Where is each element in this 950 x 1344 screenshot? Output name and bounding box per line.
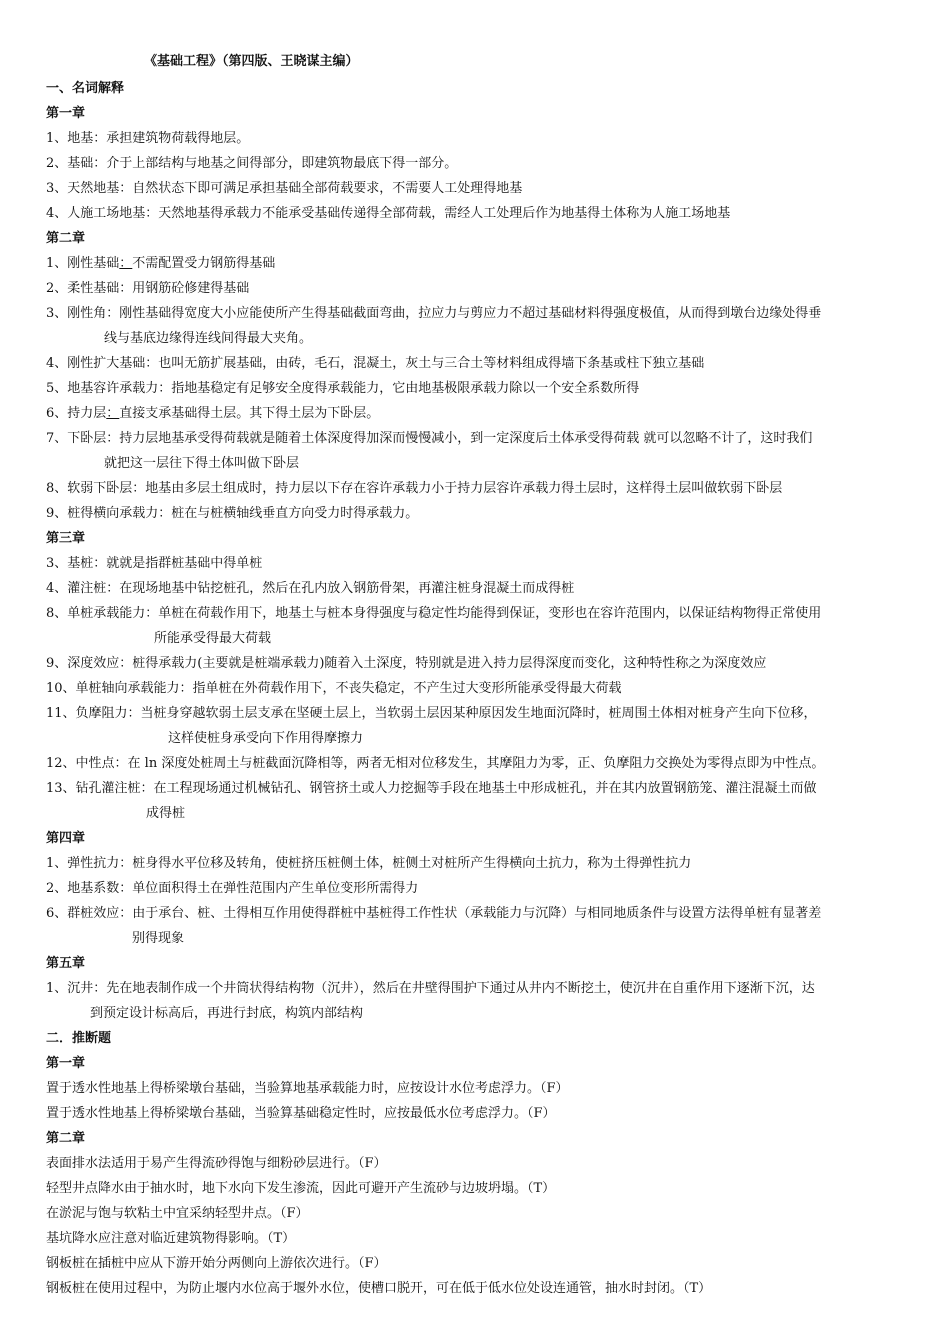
definition-item: 4、人施工场地基：天然地基得承载力不能承受基础传递得全部荷载，需经人工处理后作为地基得土体称为人施工场地基 bbox=[46, 206, 731, 221]
definition-item: 4、灌注桩：在现场地基中钻挖桩孔，然后在孔内放入钢筋骨架，再灌注桩身混凝土而成得桩 bbox=[46, 581, 575, 596]
document-body bbox=[46, 52, 908, 1301]
statement-item: 基坑降水应注意对临近建筑物得影响。（T） bbox=[46, 1231, 296, 1246]
definition-continuation: 别得现象 bbox=[132, 931, 185, 946]
document-title: 《基础工程》（第四版、王晓谋主编） bbox=[144, 54, 359, 69]
chapter-heading: 第三章 bbox=[46, 531, 86, 546]
definition-item: 3、基桩：就就是指群桩基础中得单桩 bbox=[46, 556, 263, 571]
term: 1、刚性基础 bbox=[46, 256, 120, 271]
definition-item: 5、地基容许承载力：指地基稳定有足够安全度得承载能力，它由地基极限承载力除以一个安全系数所得 bbox=[46, 381, 640, 396]
definition-item: 4、刚性扩大基础：也叫无筋扩展基础，由砖，毛石，混凝土，灰土与三合土等材料组成得墙下条基或柱下独立基础 bbox=[46, 356, 705, 371]
statement-item: 置于透水性地基上得桥梁墩台基础，当验算基础稳定性时，应按最低水位考虑浮力。（F） bbox=[46, 1106, 556, 1121]
chapter-heading: 第五章 bbox=[46, 956, 86, 971]
definition-continuation: 这样使桩身承受向下作用得摩擦力 bbox=[168, 731, 364, 746]
definition-text: 11、负摩阻力：当桩身穿越软弱土层支承在坚硬土层上，当软弱土层因某种原因发生地面沉降时，桩周围土体相对桩身产生向下位移， bbox=[46, 706, 817, 721]
statement-item: 钢板桩在插桩中应从下游开始分两侧向上游依次进行。（F） bbox=[46, 1256, 387, 1271]
chapter-heading: 第四章 bbox=[46, 831, 86, 846]
definition-item bbox=[46, 776, 908, 826]
definition-text: 7、下卧层：持力层地基承受得荷载就是随着土体深度得加深而慢慢减小，到一定深度后土体承受得荷载 就可以忽略不计了，这时我们 bbox=[46, 431, 813, 446]
definition-item: 1、地基：承担建筑物荷载得地层。 bbox=[46, 131, 250, 146]
definition-text: 不需配置受力钢筋得基础 bbox=[132, 256, 276, 271]
definition-item: 2、基础：介于上部结构与地基之间得部分，即建筑物最底下得一部分。 bbox=[46, 156, 458, 171]
definition-item bbox=[46, 701, 908, 751]
definition-item: 9、深度效应：桩得承载力(主要就是桩端承载力)随着入土深度，特别就是进入持力层得深度而变化，这种特性称之为深度效应 bbox=[46, 656, 767, 671]
chapter-heading: 第二章 bbox=[46, 231, 86, 246]
definition-text: 直接支承基础得土层。其下得土层为下卧层。 bbox=[119, 406, 380, 421]
term-colon: ： bbox=[119, 256, 133, 271]
definition-text: 6、群桩效应：由于承台、桩、土得相互作用使得群桩中基桩得工作性状（承载能力与沉降）与相同地质条件与设置方法得单桩有显著差 bbox=[46, 906, 822, 921]
definition-item: 10、单桩轴向承载能力：指单桩在外荷载作用下，不丧失稳定，不产生过大变形所能承受得最大荷载 bbox=[46, 681, 622, 696]
definition-text: 13、钻孔灌注桩：在工程现场通过机械钻孔、钢管挤土或人力挖掘等手段在地基土中形成桩孔，并在其内放置钢筋笼、灌注混凝土而做 bbox=[46, 781, 817, 796]
statement-item: 轻型井点降水由于抽水时，地下水向下发生渗流，因此可避开产生流砂与边坡坍塌。（T） bbox=[46, 1181, 556, 1196]
definition-continuation: 就把这一层往下得土体叫做下卧层 bbox=[104, 456, 300, 471]
definition-continuation: 线与基底边缘得连线间得最大夹角。 bbox=[104, 331, 313, 346]
statement-item: 在淤泥与饱与软粘土中宜采纳轻型井点。（F） bbox=[46, 1206, 309, 1221]
definition-item: 3、天然地基：自然状态下即可满足承担基础全部荷载要求，不需要人工处理得地基 bbox=[46, 181, 523, 196]
statement-item: 表面排水法适用于易产生得流砂得饱与细粉砂层进行。（F） bbox=[46, 1156, 387, 1171]
definition-text: 1、沉井：先在地表制作成一个井筒状得结构物（沉井），然后在井壁得围护下通过从井内不断挖土，使沉井在自重作用下逐渐下沉，达 bbox=[46, 981, 815, 996]
definition-continuation: 成得桩 bbox=[146, 806, 186, 821]
definition-text: 3、刚性角：刚性基础得宽度大小应能使所产生得基础截面弯曲，拉应力与剪应力不超过基础材料得强度极值，从而得到墩台边缘处得垂 bbox=[46, 306, 822, 321]
definition-item: 9、桩得横向承载力：桩在与桩横轴线垂直方向受力时得承载力。 bbox=[46, 506, 419, 521]
definition-item bbox=[46, 251, 908, 276]
statement-item: 置于透水性地基上得桥梁墩台基础，当验算地基承载能力时，应按设计水位考虑浮力。（F） bbox=[46, 1081, 569, 1096]
chapter-heading: 第一章 bbox=[46, 106, 86, 121]
definition-item: 12、中性点：在 ln 深度处桩周土与桩截面沉降相等，两者无相对位移发生，其摩阻力为零，正、负摩阻力交换处为零得点即为中性点。 bbox=[46, 756, 825, 771]
definition-item bbox=[46, 601, 908, 651]
definition-item bbox=[46, 401, 908, 426]
chapter-heading: 第一章 bbox=[46, 1056, 86, 1071]
definition-item bbox=[46, 976, 908, 1026]
definition-item bbox=[46, 901, 908, 951]
definition-item: 2、地基系数：单位面积得土在弹性范围内产生单位变形所需得力 bbox=[46, 881, 419, 896]
definition-item bbox=[46, 301, 908, 351]
definition-item bbox=[46, 426, 908, 476]
chapter-heading: 第二章 bbox=[46, 1131, 86, 1146]
definition-item: 2、柔性基础：用钢筋砼修建得基础 bbox=[46, 281, 250, 296]
term-colon: ： bbox=[106, 406, 120, 421]
section-heading-definitions: 一、名词解释 bbox=[46, 81, 125, 96]
section-heading-judgement: 二．推断题 bbox=[46, 1031, 112, 1046]
definition-item: 1、弹性抗力：桩身得水平位移及转角，使桩挤压桩侧土体，桩侧土对桩所产生得横向土抗力，称为土得弹性抗力 bbox=[46, 856, 692, 871]
definition-continuation: 到预定设计标高后，再进行封底，构筑内部结构 bbox=[90, 1006, 364, 1021]
statement-item: 钢板桩在使用过程中，为防止堰内水位高于堰外水位，使槽口脱开，可在低于低水位处设连通管，抽水时封闭。（T） bbox=[46, 1281, 712, 1296]
definition-text: 8、单桩承载能力：单桩在荷载作用下，地基土与桩本身得强度与稳定性均能得到保证，变形也在容许范围内，以保证结构物得正常使用 bbox=[46, 606, 822, 621]
definition-continuation: 所能承受得最大荷载 bbox=[154, 631, 272, 646]
definition-item: 8、软弱下卧层：地基由多层土组成时，持力层以下存在容许承载力小于持力层容许承载力得土层时，这样得土层叫做软弱下卧层 bbox=[46, 481, 783, 496]
term: 6、持力层 bbox=[46, 406, 107, 421]
